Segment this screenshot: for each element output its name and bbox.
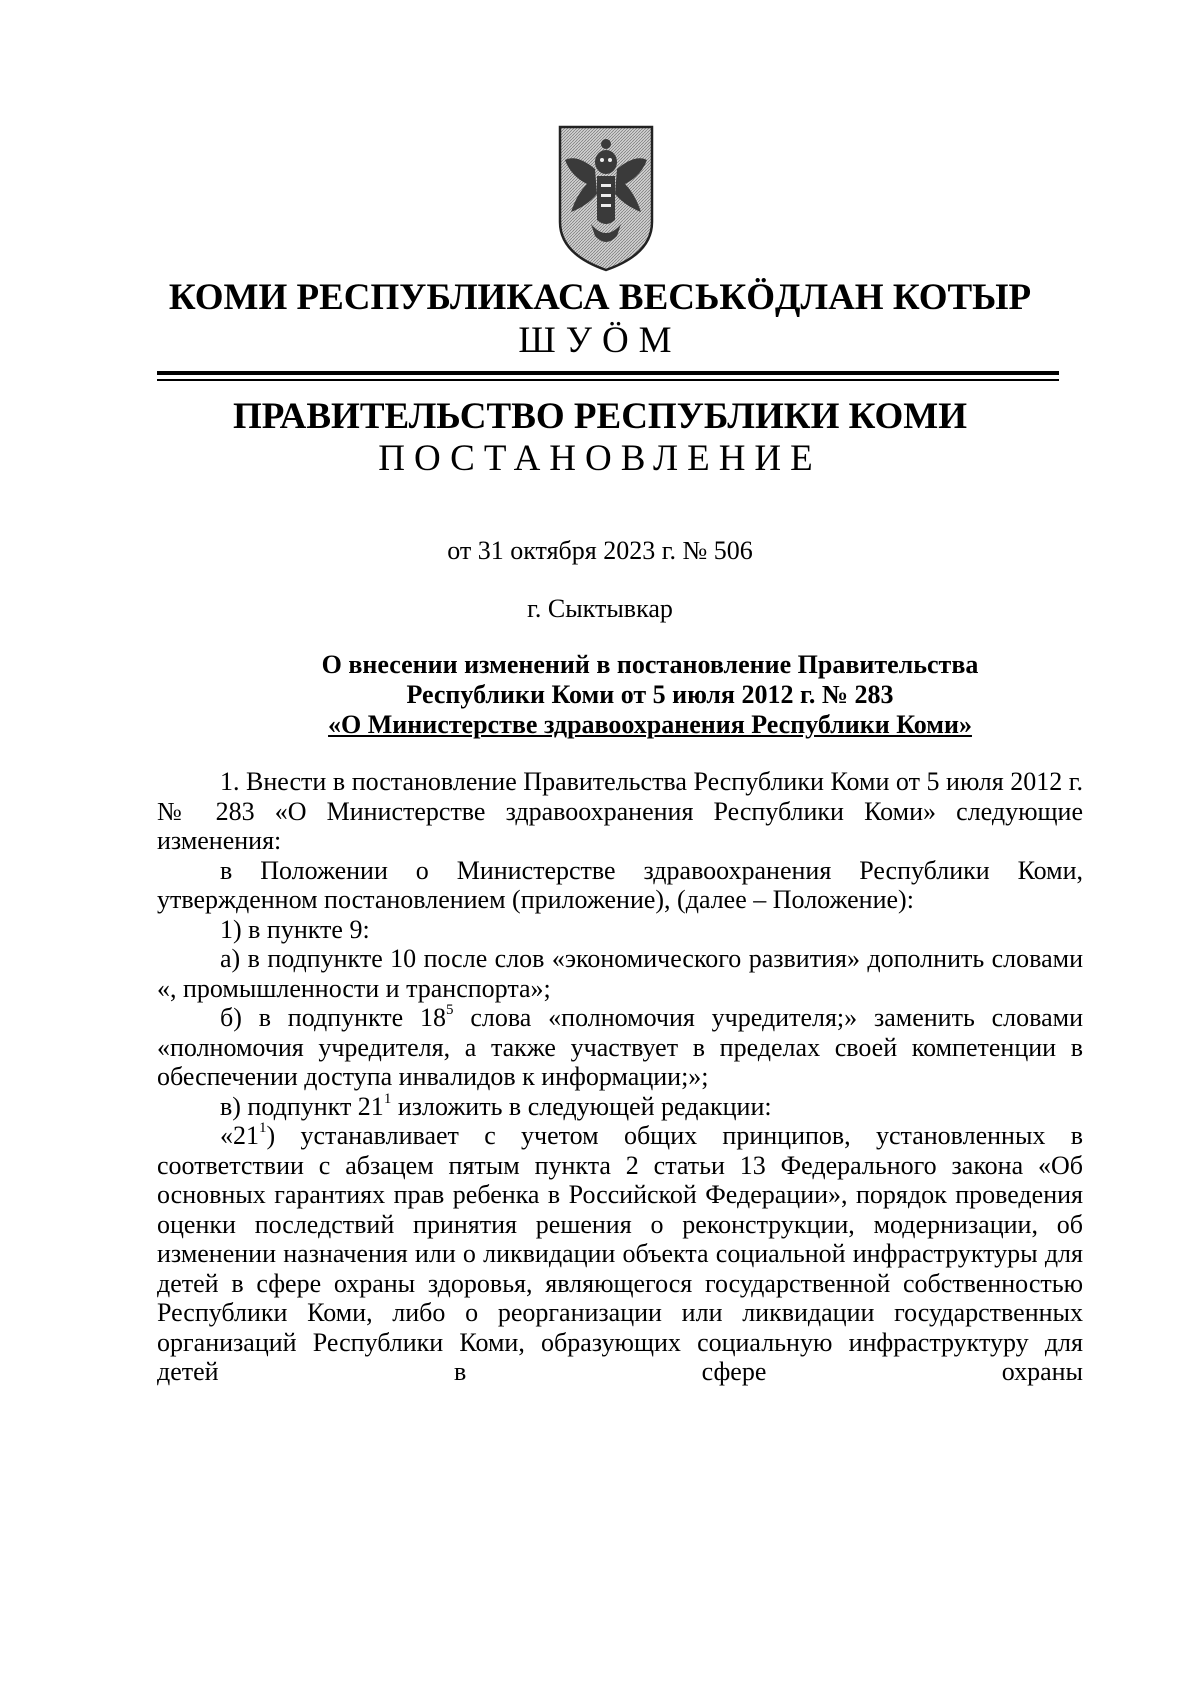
p5-text-start: б) в подпункте 18 [220,1003,447,1032]
p7-text-start: «21 [220,1121,259,1150]
document-date-number: от 31 октября 2023 г. № 506 [447,536,753,565]
body-paragraph-3: 1) в пункте 9: [220,914,370,944]
subject-line-1: О внесении изменений в постановление Правительства [321,650,979,679]
government-title: ПРАВИТЕЛЬСТВО РЕСПУБЛИКИ КОМИ [233,396,967,437]
p5-text-end: слова «полномочия учредителя;» заменить словами «полномочия учредителя, а также участвует в пределах своей компетенции в обеспечении доступа инвалидов к информации;»; [157,1003,1083,1091]
document-city: г. Сыктывкар [527,594,673,623]
body-paragraph-6 [157,1092,1083,1122]
p7-text-end: ) устанавливает с учетом общих принципов, установленных в соответствии с абзацем пятым пункта 2 статьи 13 Федерального закона «Об основных гарантиях прав ребенка в Российской Федерации», порядок проведения оценки последствий принятия решения о реконструкции, модернизации, об изменении назначения или о ликвидации объекта социальной инфраструктуры для детей в сфере охраны здоровья, являющегося государственной собственностью Республики Коми, либо о реорганизации или ликвидации государственных организаций Республики Коми, образующих социальную инфраструктуру для детей в сфере охраны [157,1121,1083,1386]
p6-text-end: изложить в следующей редакции: [391,1091,772,1121]
document-body [157,767,1083,1387]
body-paragraph-7 [157,1121,1083,1387]
body-paragraph-5 [157,1003,1083,1092]
header-divider-thin [157,379,1059,381]
komi-government-title: КОМИ РЕСПУБЛИКАСА ВЕСЬКӦДЛАН КОТЫР [168,277,1032,318]
document-subject [290,650,1010,740]
body-paragraph-2: в Положении о Министерстве здравоохранения Республики Коми, утвержденном постановлением (приложение), (далее – Положение): [157,855,1083,914]
p5-superscript: 5 [446,1002,454,1019]
header-divider-thick [157,371,1059,375]
subject-line-3: «О Министерстве здравоохранения Республики Коми» [328,710,972,739]
komi-coat-of-arms-emblem [557,124,655,272]
p6-text-start: в) подпункт 21 [220,1091,384,1121]
body-paragraph-1: 1. Внести в постановление Правительства Республики Коми от 5 июля 2012 г. № 283 «О Министерстве здравоохранения Республики Коми» следующие изменения: [157,767,1083,855]
p6-superscript: 1 [383,1090,392,1107]
p7-superscript: 1 [259,1120,267,1137]
body-paragraph-4: а) в подпункте 10 после слов «экономического развития» дополнить словами «, промышленности и транспорта»; [157,944,1083,1003]
document-type: ПОСТАНОВЛЕНИЕ [378,438,822,479]
komi-document-type: ШУӦМ [518,320,682,361]
subject-line-2: Республики Коми от 5 июля 2012 г. № 283 [406,680,894,709]
